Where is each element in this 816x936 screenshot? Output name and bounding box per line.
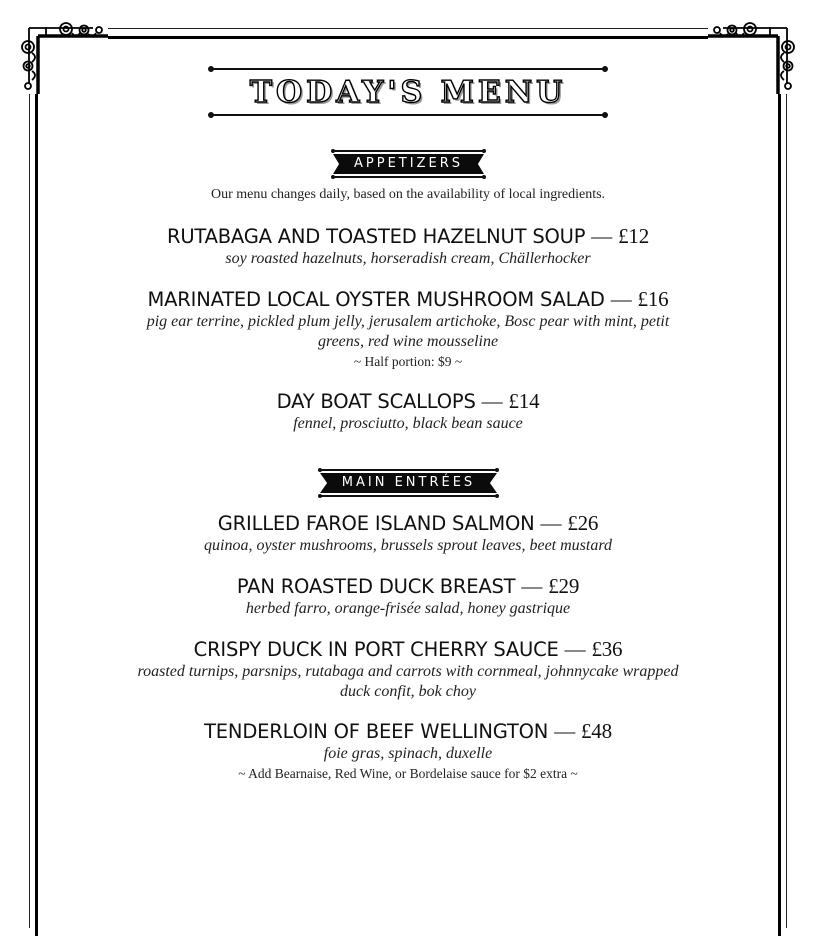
menu-item bbox=[100, 224, 716, 269]
page-title: TODAY'S MENU bbox=[249, 75, 567, 110]
banner-rule-top bbox=[320, 469, 497, 471]
scroll-flourish-icon bbox=[708, 14, 798, 94]
item-description-line-1: pig ear terrine, pickled plum jelly, jerusalem artichoke, Bosc pear with mint, petit bbox=[146, 313, 670, 330]
item-name: DAY BOAT SCALLOPS bbox=[276, 390, 476, 413]
section-heading-appetizers: APPETIZERS bbox=[354, 156, 463, 171]
item-dash: — bbox=[481, 389, 503, 413]
menu-item bbox=[100, 389, 716, 434]
menu-item bbox=[100, 574, 716, 619]
item-price: £48 bbox=[581, 719, 612, 743]
item-dash: — bbox=[564, 637, 586, 661]
title-rule-top bbox=[212, 68, 604, 70]
item-description: fennel, prosciutto, black bean sauce bbox=[293, 415, 523, 432]
item-name: MARINATED LOCAL OYSTER MUSHROOM SALAD bbox=[147, 288, 605, 311]
item-price: £14 bbox=[508, 389, 540, 413]
menu-item bbox=[100, 719, 716, 784]
menu-intro-text: Our menu changes daily, based on the availability of local ingredients. bbox=[210, 187, 606, 202]
section-heading-main-entrees: MAIN ENTRÉES bbox=[341, 475, 476, 490]
item-name: PAN ROASTED DUCK BREAST bbox=[236, 575, 516, 598]
item-description: herbed farro, orange-frisée salad, honey gastrique bbox=[245, 600, 571, 617]
item-name: RUTABAGA AND TOASTED HAZELNUT SOUP bbox=[167, 225, 586, 248]
item-description-line-1: roasted turnips, parsnips, rutabaga and carrots with cornmeal, johnnycake wrapped bbox=[137, 663, 679, 680]
menu-title-block bbox=[208, 66, 608, 118]
item-price: £16 bbox=[637, 287, 669, 311]
banner-rule-bottom bbox=[333, 176, 484, 178]
item-description-line-2: duck confit, bok choy bbox=[340, 683, 476, 700]
banner-rule-bottom bbox=[320, 495, 497, 497]
item-dash: — bbox=[591, 224, 613, 248]
item-price: £36 bbox=[591, 637, 623, 661]
item-note: ~ Half portion: $9 ~ bbox=[353, 354, 463, 369]
menu-item bbox=[100, 287, 716, 372]
item-name: CRISPY DUCK IN PORT CHERRY SAUCE bbox=[193, 638, 559, 661]
item-dash: — bbox=[521, 574, 543, 598]
banner-rule-top bbox=[333, 150, 484, 152]
section-banner-main-entrees bbox=[320, 469, 497, 497]
item-dash: — bbox=[554, 719, 575, 743]
item-description: soy roasted hazelnuts, horseradish cream, Chällerhocker bbox=[225, 250, 591, 267]
item-price: £26 bbox=[567, 511, 599, 535]
item-price: £29 bbox=[548, 574, 580, 598]
item-dash: — bbox=[610, 287, 632, 311]
section-banner-appetizers bbox=[333, 150, 484, 178]
item-description-line-2: greens, red wine mousseline bbox=[317, 333, 499, 350]
item-name: TENDERLOIN OF BEEF WELLINGTON bbox=[204, 720, 549, 743]
item-description: foie gras, spinach, duxelle bbox=[323, 745, 493, 762]
item-note: ~ Add Bearnaise, Red Wine, or Bordelaise sauce for $2 extra ~ bbox=[238, 766, 578, 781]
item-price: £12 bbox=[618, 224, 649, 248]
menu-item bbox=[100, 511, 716, 556]
title-rule-bottom bbox=[212, 114, 604, 116]
item-description: quinoa, oyster mushrooms, brussels sprout leaves, beet mustard bbox=[204, 537, 612, 554]
scroll-flourish-icon bbox=[18, 14, 108, 94]
item-dash: — bbox=[540, 511, 562, 535]
item-name: GRILLED FAROE ISLAND SALMON bbox=[217, 512, 535, 535]
menu-item bbox=[100, 637, 716, 702]
